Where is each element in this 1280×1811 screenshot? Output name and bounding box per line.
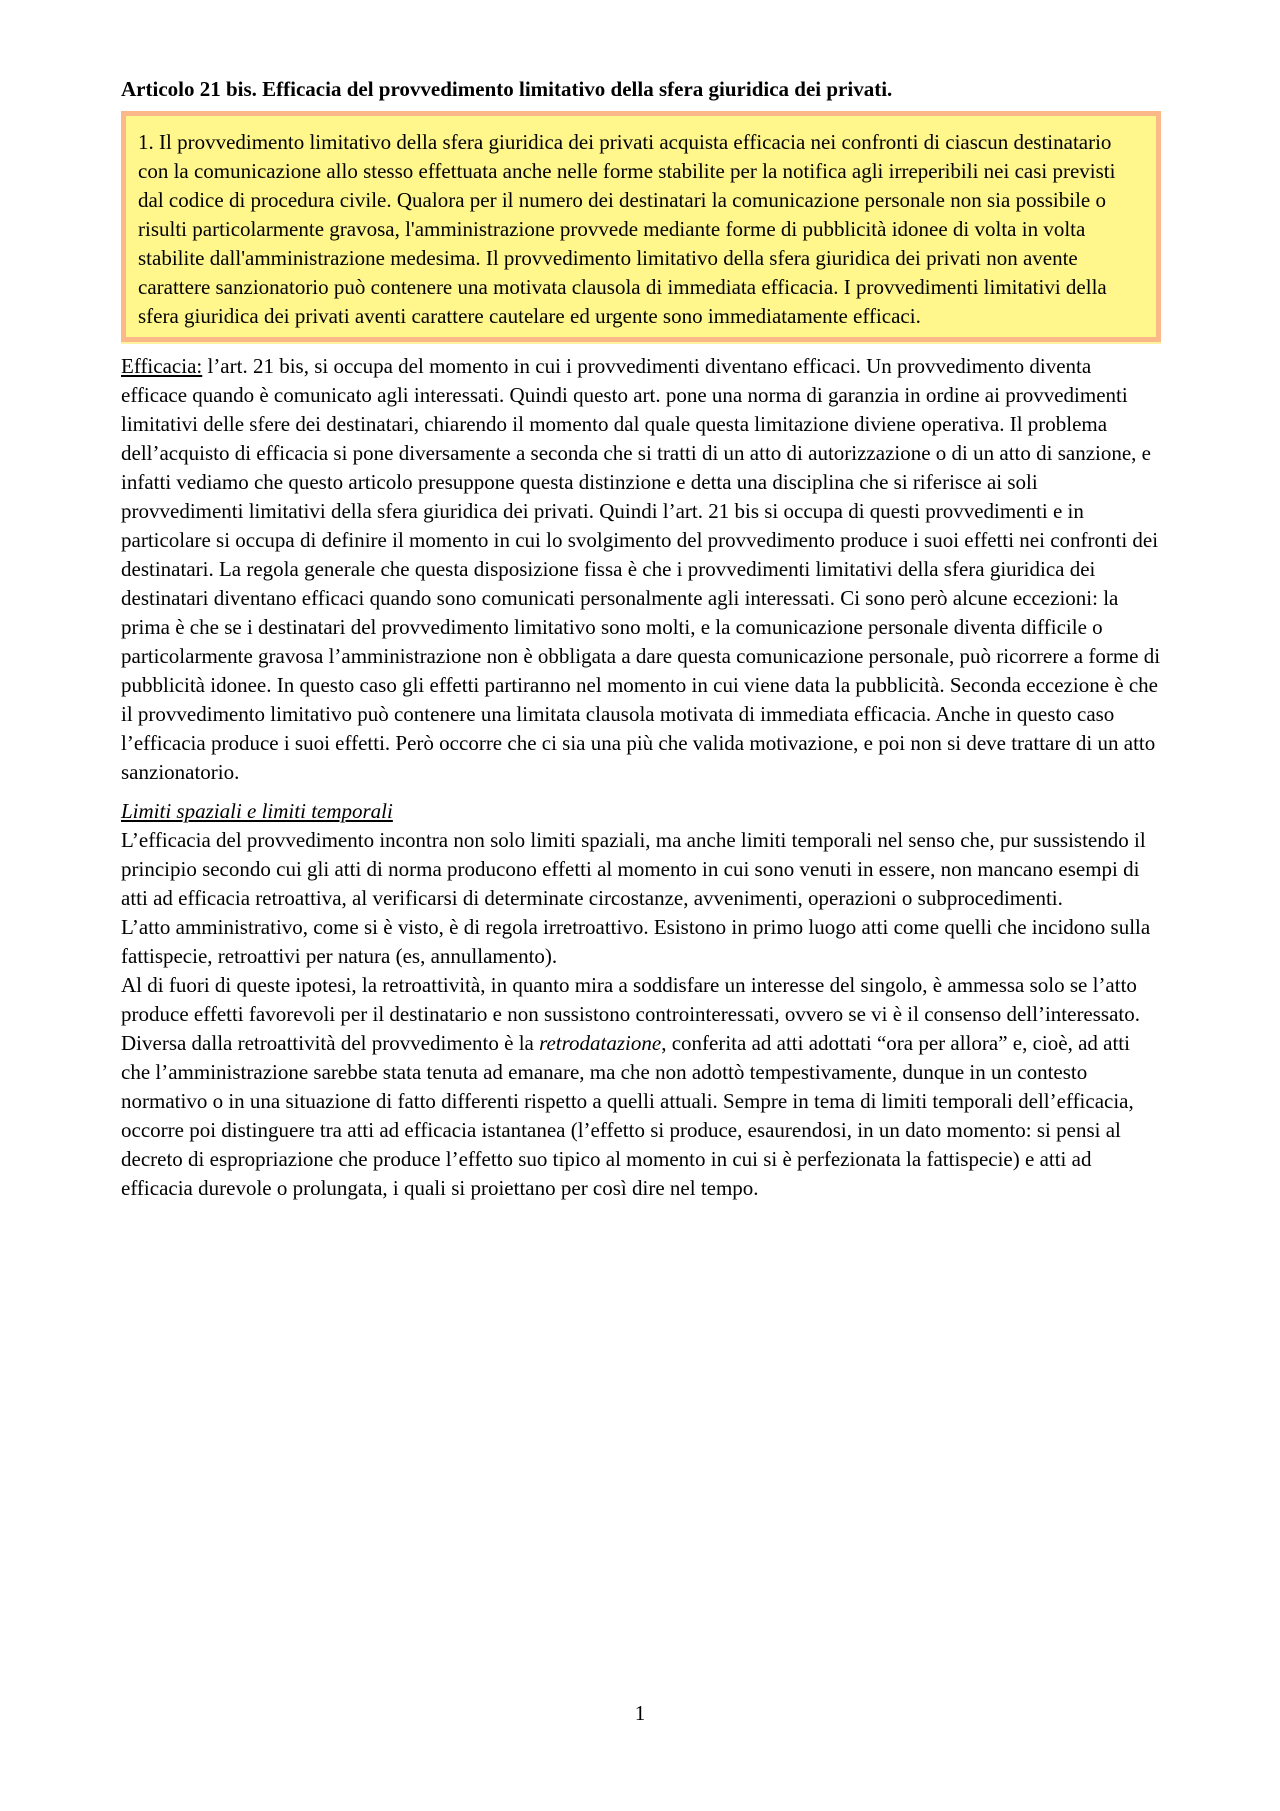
- paragraph-4-start: Diversa dalla retroattività del provvedimento è la: [121, 1031, 540, 1055]
- article-text-box: [121, 111, 1161, 342]
- article-title: Articolo 21 bis. Efficacia del provvedimento limitativo della sfera giuridica dei privati.: [121, 77, 893, 101]
- document-page: [121, 76, 1161, 1203]
- paragraph-4-italic: retrodatazione: [539, 1031, 662, 1055]
- paragraph-4: [121, 1029, 1161, 1203]
- paragraph-4-end: , conferita ad atti adottati “ora per allora” e, cioè, ad atti che l’amministrazione sarebbe stata tenuta ad emanare, ma che non adottò tempestivamente, dunque in un contesto normativo o in una situazione di fatto differenti rispetto a quelli attuali. Sempre in tema di limiti temporali dell’efficacia, occorre poi distinguere tra atti ad efficacia istantanea (l’effetto si produce, esaurendosi, in un dato momento: si pensi al decreto di espropriazione che produce l’effetto suo tipico al momento in cui si è perfezionata la fattispecie) e atti ad efficacia durevole o prolungata, i quali si proiettano per così dire nel tempo.: [121, 1031, 1134, 1200]
- paragraph-3: Al di fuori di queste ipotesi, la retroattività, in quanto mira a soddisfare un interesse del singolo, è ammessa solo se l’atto produce effetti favorevoli per il destinatario e non sussistono controinteressati, ovvero se vi è il consenso dell’interessato.: [121, 973, 1141, 1026]
- efficacia-paragraph: [121, 352, 1161, 787]
- efficacia-text: l’art. 21 bis, si occupa del momento in cui i provvedimenti diventano efficaci. Un provvedimento diventa efficace quando è comunicato agli interessati. Quindi questo art. pone una norma di garanzia in ordine ai provvedimenti limitativi delle sfere dei destinatari, chiarendo il momento dal quale questa limitazione diviene operativa. Il problema dell’acquisto di efficacia si pone diversamente a seconda che si tratti di un atto di autorizzazione o di un atto di sanzione, e infatti vediamo che questo articolo presuppone questa distinzione e detta una disciplina che si riferisce ai soli provvedimenti limitativi della sfera giuridica dei privati. Quindi l’art. 21 bis si occupa di questi provvedimenti e in particolare si occupa di definire il momento in cui lo svolgimento del provvedimento produce i suoi effetti nei confronti dei destinatari. La regola generale che questa disposizione fissa è che i provvedimenti limitativi della sfera giuridica dei destinatari diventano efficaci quando sono comunicati personalmente agli interessati. Ci sono però alcune eccezioni: la prima è che se i destinatari del provvedimento limitativo sono molti, e la comunicazione personale diventa difficile o particolarmente gravosa l’amministrazione non è obbligata a dare questa comunicazione personale, può ricorrere a forme di pubblicità idonee. In questo caso gli effetti partiranno nel momento in cui viene data la pubblicità. Seconda eccezione è che il provvedimento limitativo può contenere una limitata clausola motivata di immediata efficacia. Anche in questo caso l’efficacia produce i suoi effetti. Però occorre che ci sia una più che valida motivazione, e poi non si deve trattare di un atto sanzionatorio.: [121, 354, 1161, 784]
- section-heading: Limiti spaziali e limiti temporali: [121, 799, 393, 823]
- efficacia-label: Efficacia:: [121, 354, 203, 378]
- paragraph-2: L’atto amministrativo, come si è visto, è di regola irretroattivo. Esistono in primo luogo atti come quelli che incidono sulla fattispecie, retroattivi per natura (es, annullamento).: [121, 915, 1151, 968]
- paragraph-1: L’efficacia del provvedimento incontra non solo limiti spaziali, ma anche limiti temporali nel senso che, pur sussistendo il principio secondo cui gli atti di norma producono effetti al momento in cui sono venuti in essere, non mancano esempi di atti ad efficacia retroattiva, al verificarsi di determinate circostanze, avvenimenti, operazioni o subprocedimenti.: [121, 828, 1146, 910]
- page-number: 1: [634, 1701, 646, 1725]
- article-text: 1. Il provvedimento limitativo della sfera giuridica dei privati acquista efficacia nei confronti di ciascun destinatario con la comunicazione allo stesso effettuata anche nelle forme stabilite per la notifica agli irreperibili nei casi previsti dal codice di procedura civile. Qualora per il numero dei destinatari la comunicazione personale non sia possibile o risulti particolarmente gravosa, l'amministrazione provvede mediante forme di pubblicità idonee di volta in volta stabilite dall'amministrazione medesima. Il provvedimento limitativo della sfera giuridica dei privati non avente carattere sanzionatorio può contenere una motivata clausola di immediata efficacia. I provvedimenti limitativi della sfera giuridica dei privati aventi carattere cautelare ed urgente sono immediatamente efficaci.: [138, 130, 1116, 328]
